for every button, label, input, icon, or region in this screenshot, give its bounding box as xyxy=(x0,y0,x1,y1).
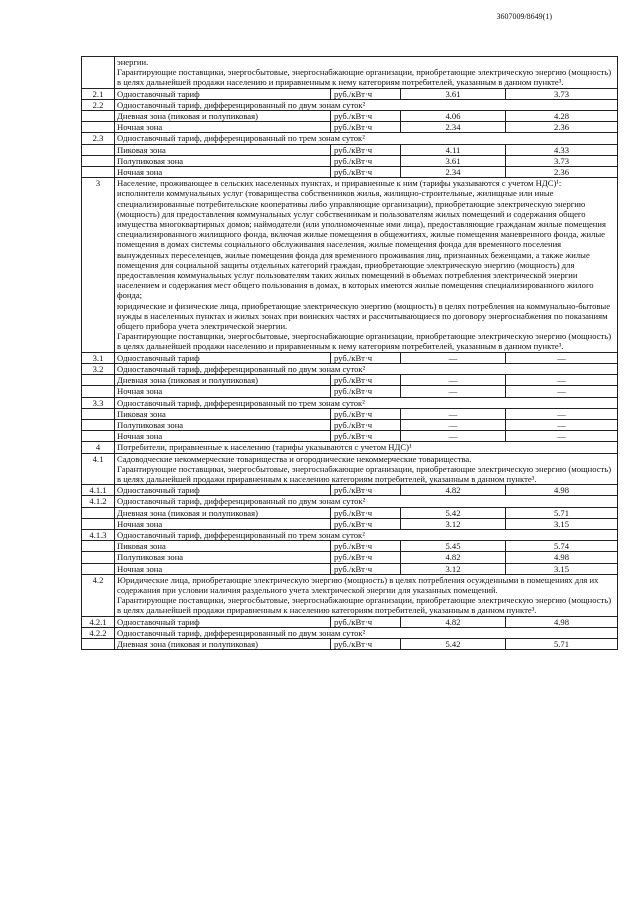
tariff-label: Одноставочный тариф xyxy=(115,88,331,99)
row-number xyxy=(82,552,115,563)
tariff-value-period-2: 4.33 xyxy=(506,144,618,155)
tariff-value-period-2: — xyxy=(506,419,618,430)
tariff-label: Пиковая зона xyxy=(115,408,331,419)
tariff-value-period-1: 3.12 xyxy=(401,518,506,529)
tariff-value-period-2: 5.74 xyxy=(506,541,618,552)
tariff-value-period-2: — xyxy=(506,386,618,397)
tariff-label: Ночная зона xyxy=(115,431,331,442)
tariff-unit: руб./кВт·ч xyxy=(331,431,401,442)
row-number xyxy=(82,386,115,397)
tariff-value-period-2: 3.73 xyxy=(506,88,618,99)
table-row xyxy=(82,352,618,363)
tariff-value-period-1: 3.61 xyxy=(401,88,506,99)
row-number: 3 xyxy=(82,178,115,352)
tariff-value-period-1: 4.11 xyxy=(401,144,506,155)
tariff-value-period-1: 5.42 xyxy=(401,638,506,649)
row-number: 4.2.1 xyxy=(82,616,115,627)
table-row xyxy=(82,616,618,627)
row-number xyxy=(82,111,115,122)
table-section-row xyxy=(82,133,618,144)
tariff-label: Ночная зона xyxy=(115,122,331,133)
tariff-unit: руб./кВт·ч xyxy=(331,352,401,363)
tariff-unit: руб./кВт·ч xyxy=(331,122,401,133)
tariff-value-period-1: — xyxy=(401,386,506,397)
row-number: 4.1.3 xyxy=(82,529,115,540)
row-description: Одноставочный тариф, дифференцированный по трем зонам суток² xyxy=(115,397,618,408)
tariff-label: Полупиковая зона xyxy=(115,155,331,166)
table-row xyxy=(82,167,618,178)
tariff-label: Пиковая зона xyxy=(115,144,331,155)
table-row xyxy=(82,408,618,419)
tariff-unit: руб./кВт·ч xyxy=(331,88,401,99)
table-section-row xyxy=(82,99,618,110)
table-row xyxy=(82,419,618,430)
tariff-value-period-1: — xyxy=(401,352,506,363)
row-number xyxy=(82,144,115,155)
row-number xyxy=(82,155,115,166)
tariff-unit: руб./кВт·ч xyxy=(331,419,401,430)
tariff-value-period-1: — xyxy=(401,408,506,419)
row-number xyxy=(82,431,115,442)
tariff-value-period-1: 2.34 xyxy=(401,122,506,133)
table-section-row xyxy=(82,178,618,352)
table-row xyxy=(82,552,618,563)
row-number: 4.1 xyxy=(82,453,115,485)
row-number xyxy=(82,419,115,430)
tariff-value-period-1: 4.06 xyxy=(401,111,506,122)
row-number xyxy=(82,507,115,518)
tariff-value-period-2: 5.71 xyxy=(506,638,618,649)
tariff-value-period-1: 4.82 xyxy=(401,616,506,627)
tariff-unit: руб./кВт·ч xyxy=(331,616,401,627)
row-number: 4.1.2 xyxy=(82,496,115,507)
table-row xyxy=(82,431,618,442)
table-row xyxy=(82,507,618,518)
table-section-row xyxy=(82,574,618,616)
tariff-unit: руб./кВт·ч xyxy=(331,386,401,397)
tariff-unit: руб./кВт·ч xyxy=(331,167,401,178)
row-number: 2.3 xyxy=(82,133,115,144)
table-section-row xyxy=(82,363,618,374)
tariff-value-period-1: 3.61 xyxy=(401,155,506,166)
tariff-label: Ночная зона xyxy=(115,563,331,574)
row-number xyxy=(82,518,115,529)
tariff-value-period-1: 2.34 xyxy=(401,167,506,178)
row-description: Население, проживающее в сельских населенных пунктах, и приравненные к ним (тарифы указываются с учетом НДС)¹: исполнители коммунальных услуг (товарищества собственников жилья, жилищно-строительные, жилищные или иные специализированные потребительские кооперативы либо управляющие организации), приобретающие электрическую энергию (мощность) для предоставления коммунальных услуг собственникам и пользователям жилых помещений и содержания общего имущества многоквартирных домов; наймодатели (или уполномоченные ими лица), предоставляющие гражданам жилые помещения специализированного жилищного фонда, включая жилые помещения в общежитиях, жилые помещения маневренного фонда, жилые помещения в домах системы социального обслуживания населения, жилые помещения фонда для временного поселения вынужденных переселенцев, жилые помещения фонда для временного проживания лиц, признанных беженцами, а также жилые помещения для социальной защиты отдельных категорий граждан, приобретающие электрическую энергию (мощность) для предоставления коммунальных услуг пользователям таких жилых помещений в объемах потребления электрической энергии населением и содержания мест общего пользования в домах, в которых имеются жилые помещения специализированного жилого фонда; юридические и физические лица, приобретающие электрическую энергию (мощность) в целях потребления на коммунально-бытовые нужды в населенных пунктах и жилых зонах при воинских частях и рассчитывающиеся по договору энергоснабжения по показаниям общего прибора учета электрической энергии. Гарантирующие поставщики, энергосбытовые, энергоснабжающие организации, приобретающие электрическую энергию (мощность) в целях дальнейшей продажи населению и приравненным к нему категориям потребителей, указанным в данном пункте³. xyxy=(115,178,618,352)
table-section-row xyxy=(82,442,618,453)
row-number xyxy=(82,57,115,89)
tariff-unit: руб./кВт·ч xyxy=(331,375,401,386)
table-row xyxy=(82,375,618,386)
table-section-row xyxy=(82,453,618,485)
tariff-label: Одноставочный тариф xyxy=(115,485,331,496)
row-number: 3.1 xyxy=(82,352,115,363)
tariff-value-period-1: — xyxy=(401,375,506,386)
tariff-value-period-2: 2.36 xyxy=(506,167,618,178)
tariff-value-period-1: 4.82 xyxy=(401,552,506,563)
row-description: Одноставочный тариф, дифференцированный по трем зонам суток² xyxy=(115,133,618,144)
tariff-label: Ночная зона xyxy=(115,386,331,397)
row-number: 2.1 xyxy=(82,88,115,99)
table-row xyxy=(82,386,618,397)
tariff-label: Одноставочный тариф xyxy=(115,352,331,363)
row-description: Одноставочный тариф, дифференцированный по двум зонам суток² xyxy=(115,99,618,110)
row-description: Садоводческие некоммерческие товарищества и огороднические некоммерческие товарищества. Гарантирующие поставщики, энергосбытовые, энергоснабжающие организации, приобретающие электрическую энергию (мощность) в целях дальнейшей продажи приравненным к населению категориям потребителей, указанным в данном пункте³. xyxy=(115,453,618,485)
table-row xyxy=(82,541,618,552)
tariff-value-period-2: — xyxy=(506,431,618,442)
tariff-label: Полупиковая зона xyxy=(115,552,331,563)
tariff-value-period-1: 5.42 xyxy=(401,507,506,518)
row-number: 4 xyxy=(82,442,115,453)
tariff-value-period-1: — xyxy=(401,431,506,442)
table-row xyxy=(82,638,618,649)
table-section-row xyxy=(82,57,618,89)
table-section-row xyxy=(82,496,618,507)
row-number: 3.3 xyxy=(82,397,115,408)
tariff-unit: руб./кВт·ч xyxy=(331,638,401,649)
tariff-label: Дневная зона (пиковая и полупиковая) xyxy=(115,111,331,122)
table-row xyxy=(82,122,618,133)
tariff-unit: руб./кВт·ч xyxy=(331,111,401,122)
tariff-table xyxy=(81,56,618,650)
tariff-unit: руб./кВт·ч xyxy=(331,518,401,529)
table-section-row xyxy=(82,529,618,540)
row-number: 4.2.2 xyxy=(82,627,115,638)
tariff-value-period-2: 2.36 xyxy=(506,122,618,133)
table-section-row xyxy=(82,627,618,638)
tariff-label: Дневная зона (пиковая и полупиковая) xyxy=(115,638,331,649)
tariff-label: Пиковая зона xyxy=(115,541,331,552)
row-description: Одноставочный тариф, дифференцированный по двум зонам суток² xyxy=(115,363,618,374)
table-row xyxy=(82,518,618,529)
tariff-value-period-2: — xyxy=(506,408,618,419)
tariff-label: Ночная зона xyxy=(115,518,331,529)
row-description: Одноставочный тариф, дифференцированный по двум зонам суток² xyxy=(115,496,618,507)
tariff-label: Дневная зона (пиковая и полупиковая) xyxy=(115,375,331,386)
tariff-value-period-2: 3.73 xyxy=(506,155,618,166)
tariff-unit: руб./кВт·ч xyxy=(331,155,401,166)
tariff-unit: руб./кВт·ч xyxy=(331,144,401,155)
tariff-label: Ночная зона xyxy=(115,167,331,178)
row-number xyxy=(82,563,115,574)
tariff-label: Дневная зона (пиковая и полупиковая) xyxy=(115,507,331,518)
tariff-value-period-2: 4.28 xyxy=(506,111,618,122)
tariff-value-period-2: 3.15 xyxy=(506,518,618,529)
table-row xyxy=(82,144,618,155)
tariff-label: Полупиковая зона xyxy=(115,419,331,430)
tariff-value-period-2: 5.71 xyxy=(506,507,618,518)
tariff-value-period-2: — xyxy=(506,375,618,386)
row-description: Юридические лица, приобретающие электрическую энергию (мощность) в целях потребления осужденными в помещениях для их содержания при условии наличия раздельного учета электрической энергии для указанных помещений. Гарантирующие поставщики, энергосбытовые, энергоснабжающие организации, приобретающие электрическую энергию (мощность) в целях дальнейшей продажи приравненным к населению категориям потребителей, указанным в данном пункте³. xyxy=(115,574,618,616)
tariff-unit: руб./кВт·ч xyxy=(331,485,401,496)
row-number: 4.1.1 xyxy=(82,485,115,496)
row-number xyxy=(82,167,115,178)
table-row xyxy=(82,563,618,574)
tariff-value-period-1: — xyxy=(401,419,506,430)
table-row xyxy=(82,111,618,122)
row-description: Одноставочный тариф, дифференцированный по трем зонам суток² xyxy=(115,529,618,540)
row-number: 2.2 xyxy=(82,99,115,110)
row-number xyxy=(82,375,115,386)
row-description: Одноставочный тариф, дифференцированный по двум зонам суток² xyxy=(115,627,618,638)
row-number: 3.2 xyxy=(82,363,115,374)
tariff-unit: руб./кВт·ч xyxy=(331,552,401,563)
tariff-unit: руб./кВт·ч xyxy=(331,408,401,419)
table-section-row xyxy=(82,397,618,408)
tariff-value-period-2: 3.15 xyxy=(506,563,618,574)
tariff-value-period-1: 5.45 xyxy=(401,541,506,552)
tariff-unit: руб./кВт·ч xyxy=(331,507,401,518)
tariff-value-period-1: 4.82 xyxy=(401,485,506,496)
tariff-value-period-2: — xyxy=(506,352,618,363)
table-row xyxy=(82,155,618,166)
tariff-value-period-2: 4.98 xyxy=(506,616,618,627)
tariff-value-period-1: 3.12 xyxy=(401,563,506,574)
tariff-value-period-2: 4.98 xyxy=(506,552,618,563)
tariff-label: Одноставочный тариф xyxy=(115,616,331,627)
row-number xyxy=(82,638,115,649)
row-description: энергии. Гарантирующие поставщики, энергосбытовые, энергоснабжающие организации, приобретающие электрическую энергию (мощность) в целях дальнейшей продажи населению и приравненным к нему категориям потребителей, указанным в данном пункте³. xyxy=(115,57,618,89)
table-row xyxy=(82,485,618,496)
row-number xyxy=(82,122,115,133)
document-number: 3607009/8649(1) xyxy=(496,12,552,21)
row-description: Потребители, приравненные к населению (тарифы указываются с учетом НДС)¹ xyxy=(115,442,618,453)
tariff-unit: руб./кВт·ч xyxy=(331,563,401,574)
row-number xyxy=(82,541,115,552)
table-row xyxy=(82,88,618,99)
tariff-value-period-2: 4.98 xyxy=(506,485,618,496)
row-number xyxy=(82,408,115,419)
tariff-table-body xyxy=(82,57,618,650)
tariff-unit: руб./кВт·ч xyxy=(331,541,401,552)
row-number: 4.2 xyxy=(82,574,115,616)
